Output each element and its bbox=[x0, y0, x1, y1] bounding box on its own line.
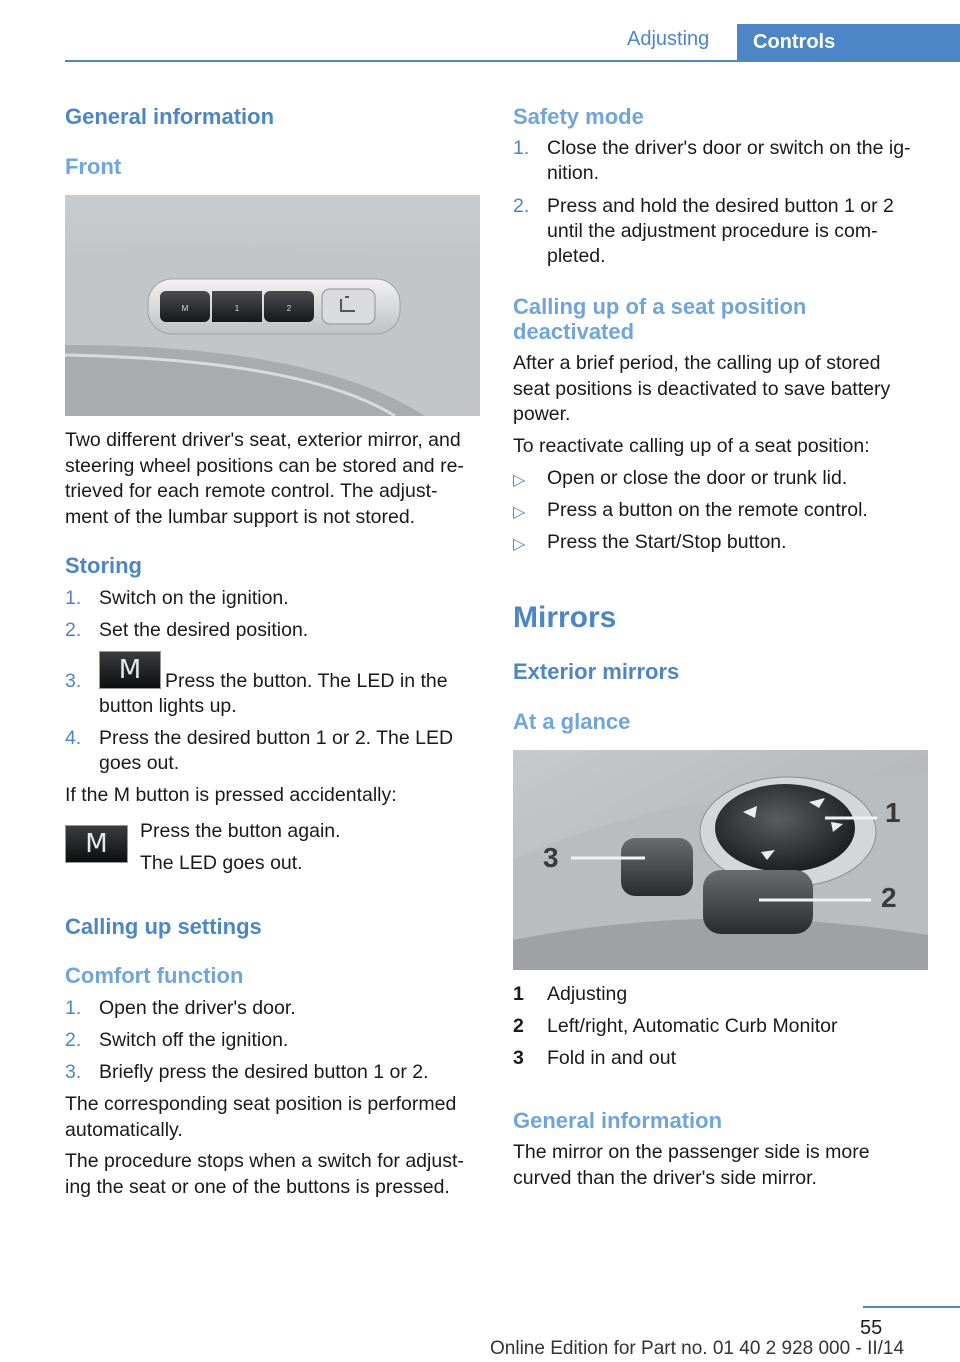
heading-exterior-mirrors: Exterior mirrors bbox=[513, 659, 680, 684]
list-item: 2. Set the desired position. bbox=[65, 619, 309, 641]
seat-memory-panel-image bbox=[65, 195, 480, 416]
heading-front: Front bbox=[65, 154, 122, 179]
tab-adjusting[interactable]: Adjusting bbox=[627, 28, 710, 50]
list-item: ▷ Press a button on the remote control. bbox=[513, 498, 928, 524]
list-item: ▷ Press the Start/Stop button. bbox=[513, 530, 928, 556]
callout-2: 2 bbox=[881, 882, 897, 913]
list-item: 3. Briefly press the desired button 1 or 2. bbox=[65, 1061, 429, 1083]
m-button-icon: M bbox=[99, 651, 161, 689]
m-button-icon: M bbox=[65, 825, 128, 863]
heading-general-information-2: General information bbox=[513, 1108, 723, 1133]
accident-line: Press the button again. bbox=[140, 820, 341, 842]
triangle-bullet-icon: ▷ bbox=[513, 472, 526, 489]
list-item: 2. Switch off the ignition. bbox=[65, 1029, 289, 1051]
header-rule bbox=[65, 60, 960, 62]
reactivate-intro: To reactivate calling up of a seat position: bbox=[513, 435, 870, 457]
heading-comfort-function: Comfort function bbox=[65, 963, 244, 988]
heading-deactivated: Calling up of a seat position deactivated bbox=[513, 294, 807, 344]
footer-rule bbox=[863, 1306, 960, 1308]
list-item: 4. Press the desired button 1 or 2. The LED goes out. bbox=[65, 727, 454, 774]
accident-intro: If the M button is pressed accidentally: bbox=[65, 784, 397, 806]
legend-item: 3 Fold in and out bbox=[513, 1047, 677, 1069]
accident-line: The LED goes out. bbox=[140, 852, 303, 874]
list-item: 2. Press and hold the desired button 1 or 2 until the adjustment procedure is com‐ pleted. bbox=[513, 195, 894, 267]
tab-controls[interactable]: Controls bbox=[737, 24, 960, 60]
page-number: 55 bbox=[860, 1317, 883, 1339]
deactivated-paragraph: After a brief period, the calling up of stored seat positions is deactivated to save battery power. bbox=[513, 352, 891, 425]
list-item: 1. Switch on the ignition. bbox=[65, 587, 289, 609]
edition-footer: Online Edition for Part no. 01 40 2 928 000 - II/14 bbox=[490, 1338, 905, 1359]
comfort-paragraph-2: The procedure stops when a switch for adjust‐ ing the seat or one of the buttons is pressed. bbox=[65, 1150, 464, 1198]
heading-at-a-glance: At a glance bbox=[513, 709, 631, 734]
list-item: 3. Press the button. The LED in the button lights up. bbox=[65, 670, 448, 717]
list-item: 1. Close the driver's door or switch on the ig‐ nition. bbox=[513, 137, 911, 184]
mirror-controls-image bbox=[513, 750, 928, 970]
heading-calling-up-settings: Calling up settings bbox=[65, 914, 262, 939]
heading-general-information: General information bbox=[65, 104, 275, 129]
heading-safety-mode: Safety mode bbox=[513, 104, 644, 129]
legend-item: 2 Left/right, Automatic Curb Monitor bbox=[513, 1015, 838, 1037]
callout-1: 1 bbox=[885, 797, 901, 828]
panel-label-1: 1 bbox=[234, 304, 240, 313]
comfort-paragraph-1: The corresponding seat position is performed automatically. bbox=[65, 1093, 457, 1141]
panel-label-2: 2 bbox=[286, 304, 292, 313]
callout-3: 3 bbox=[543, 842, 559, 873]
heading-mirrors: Mirrors bbox=[513, 601, 617, 634]
triangle-bullet-icon: ▷ bbox=[513, 504, 526, 521]
heading-storing: Storing bbox=[65, 553, 142, 578]
legend-item: 1 Adjusting bbox=[513, 983, 628, 1005]
list-item: ▷ Open or close the door or trunk lid. bbox=[513, 466, 928, 492]
triangle-bullet-icon: ▷ bbox=[513, 536, 526, 553]
intro-paragraph: Two different driver's seat, exterior mirror, and steering wheel positions can be stored and re‐ trieved for each remote control. The adjust‐ ment of the lumbar support is not stored. bbox=[65, 429, 464, 528]
list-item: 1. Open the driver's door. bbox=[65, 997, 296, 1019]
general-paragraph: The mirror on the passenger side is more curved than the driver's side mirror. bbox=[513, 1141, 870, 1189]
panel-label-m: M bbox=[181, 304, 189, 313]
